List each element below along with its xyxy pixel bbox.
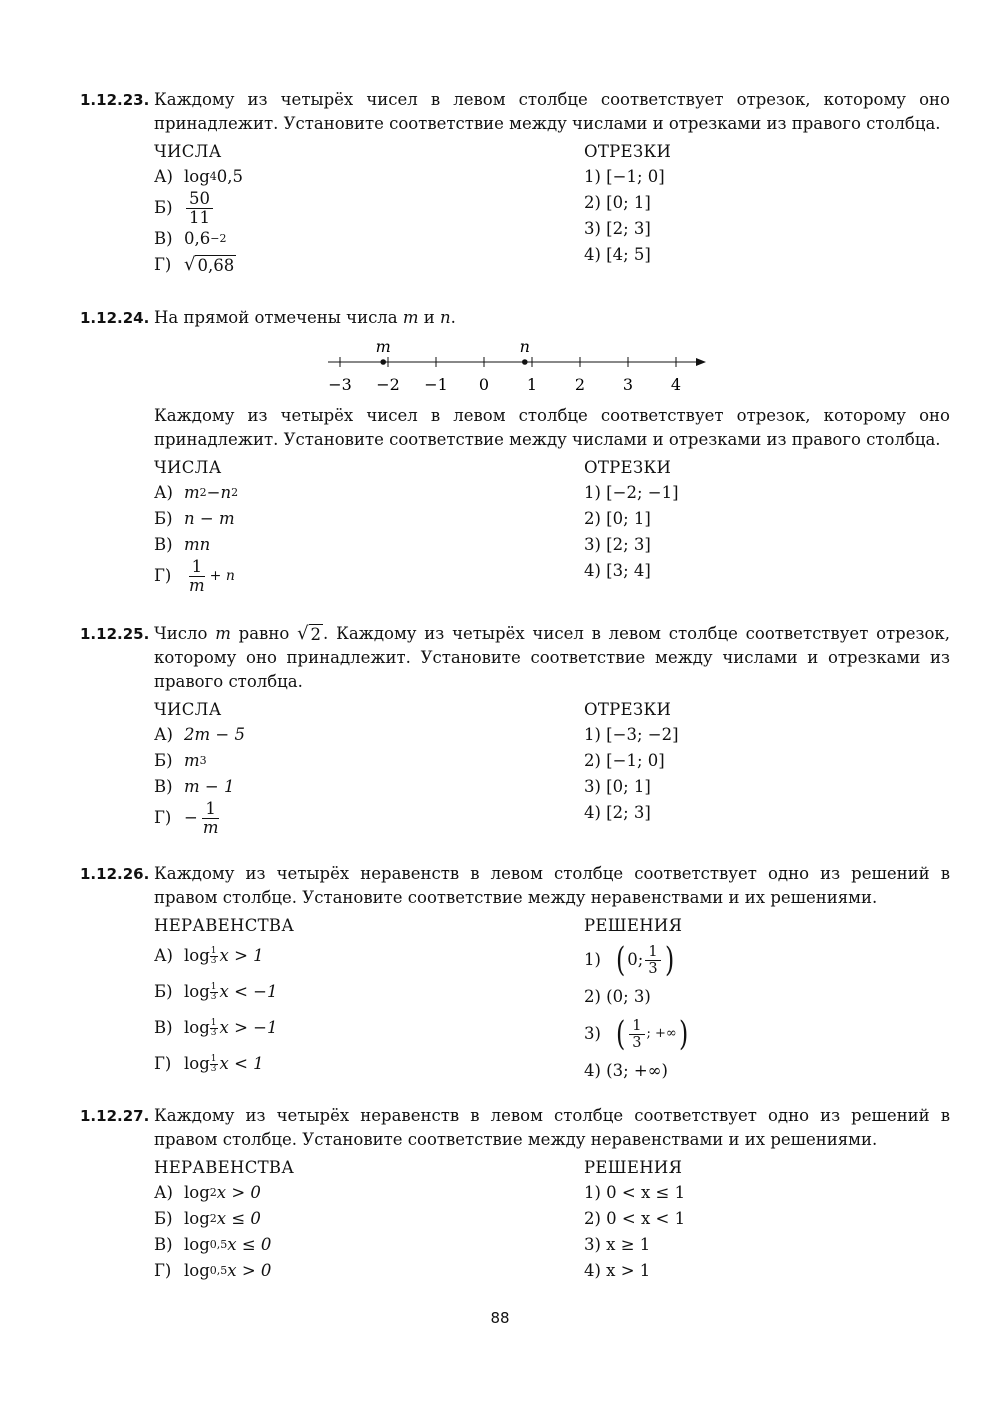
option-b: Б) $\frac{50}{11}$ <box>154 190 243 226</box>
segment-2: 2) [0; 1] <box>584 193 651 212</box>
column-header: ЧИСЛА <box>154 142 222 161</box>
option-c: В) 0,6 −2 <box>154 229 227 248</box>
column-header: РЕШЕНИЯ <box>584 1158 683 1177</box>
problem-text: Каждому из четырёх чисел в левом столбце соответствует отрезок, которому оно принадлежит. Установите соответствие между числами и отрезками из правого столбца. <box>154 90 950 133</box>
matching-columns <box>154 140 950 275</box>
inequality-c: В) log 1 3 x > −1 <box>154 1017 278 1038</box>
segment-4: 4) [4; 5] <box>584 245 651 264</box>
problem-number: 1.12.27. <box>80 1107 150 1125</box>
page-number: 88 <box>490 1309 510 1327</box>
segment-4: 4) [3; 4] <box>584 561 651 580</box>
option-a: А) log 4 0,5 <box>154 167 244 186</box>
problem-text: Число m равно √ 2 . Каждому из четырёх чисел в левом столбце соответствует отрезок, которому оно принадлежит. Установите соответствие между числами и отрезками из правого столбца. <box>154 623 950 691</box>
segment-2: 2) [−1; 0] <box>584 751 665 770</box>
option-d: Г) $\frac{1}{m}$ + n <box>154 556 235 595</box>
solution-2: 2) (0; 3) <box>584 987 651 1006</box>
solutions-column <box>584 1156 685 1284</box>
matching-columns <box>154 914 950 1094</box>
segment-1: 1) [−1; 0] <box>584 167 665 186</box>
problem-text: Каждому из четырёх чисел в левом столбце соответствует отрезок, которому оно принадлежит. Установите соответствие между числами и отрезками из правого столбца. <box>154 406 950 449</box>
matching-columns <box>154 456 950 596</box>
column-header: ЧИСЛА <box>154 458 222 477</box>
problem-text: Каждому из четырёх неравенств в левом столбце соответствует одно из решений в правом столбце. Установите соответствие между неравенствами и их решениями. <box>154 864 950 907</box>
option-b: Б) n − m <box>154 509 235 528</box>
segment-1: 1) [−2; −1] <box>584 483 679 502</box>
segment-1: 1) [−3; −2] <box>584 725 679 744</box>
column-header: РЕШЕНИЯ <box>584 916 683 935</box>
n-point <box>522 359 528 365</box>
fraction: $\frac{1}{3}$ <box>645 944 660 977</box>
numbers-column <box>154 456 238 594</box>
fraction: $\frac{1}{m}$ <box>202 798 219 837</box>
number-line <box>320 336 740 406</box>
square-root: √ 0,68 <box>184 253 235 275</box>
numbers-column <box>154 698 245 836</box>
option-d: Г) √ 0,68 <box>154 253 235 275</box>
column-header: НЕРАВЕНСТВА <box>154 1158 295 1177</box>
problem-1-12-25 <box>80 622 950 838</box>
inequality-d: Г) log 1 3 x < 1 <box>154 1053 264 1074</box>
numbers-column <box>154 140 243 278</box>
option-d: Г) − $\frac{1}{m}$ <box>154 800 245 836</box>
inequalities-column <box>154 914 294 1082</box>
inequality-b: Б) log 2 x ≤ 0 <box>154 1209 261 1228</box>
segments-column <box>584 698 679 826</box>
inequality-a: А) log 1 3 x > 1 <box>154 945 264 966</box>
inequality-c: В) log 0,5 x ≤ 0 <box>154 1235 272 1254</box>
column-header: НЕРАВЕНСТВА <box>154 916 295 935</box>
problem-1-12-24 <box>80 306 950 596</box>
m-label: m <box>375 337 391 356</box>
problem-1-12-27 <box>80 1104 950 1286</box>
tick-label: −2 <box>376 375 400 394</box>
segment-3: 3) [0; 1] <box>584 777 651 796</box>
matching-columns <box>154 698 950 838</box>
problem-1-12-23 <box>80 88 950 275</box>
tick-label: 4 <box>670 375 682 394</box>
inequality-b: Б) log 1 3 x < −1 <box>154 981 278 1002</box>
option-c: В) m − 1 <box>154 777 235 796</box>
axis-arrow <box>696 358 706 366</box>
solution-3: 3) x ≥ 1 <box>584 1235 651 1254</box>
tick-label: −1 <box>424 375 448 394</box>
inequalities-column <box>154 1156 294 1284</box>
segment-2: 2) [0; 1] <box>584 509 651 528</box>
option-b: Б) m 3 <box>154 751 207 770</box>
problem-number: 1.12.23. <box>80 91 150 109</box>
inequality-a: А) log 2 x > 0 <box>154 1183 261 1202</box>
option-c: В) mn <box>154 535 211 554</box>
problem-number: 1.12.26. <box>80 865 150 883</box>
column-header: ЧИСЛА <box>154 700 222 719</box>
segment-3: 3) [2; 3] <box>584 219 651 238</box>
square-root: √ 2 <box>297 623 322 644</box>
tick-label: 1 <box>526 375 538 394</box>
solution-1: 1) 0 < x ≤ 1 <box>584 1183 686 1202</box>
solution-1: 1) ( 0; $\frac{1}{3}$ ) <box>584 940 674 980</box>
segment-3: 3) [2; 3] <box>584 535 651 554</box>
solution-3: 3) ( $\frac{1}{3}$ ; +∞ ) <box>584 1014 689 1054</box>
segments-column <box>584 456 679 584</box>
column-header: ОТРЕЗКИ <box>584 458 672 477</box>
tick-label: −3 <box>328 375 352 394</box>
tick-label: 0 <box>478 375 490 394</box>
solution-2: 2) 0 < x < 1 <box>584 1209 686 1228</box>
m-point <box>380 359 386 365</box>
segments-column <box>584 140 671 268</box>
problem-text: Каждому из четырёх неравенств в левом столбце соответствует одно из решений в правом столбце. Установите соответствие между неравенствами и их решениями. <box>154 1106 950 1149</box>
problem-intro: На прямой отмечены числа m и n. <box>154 308 456 327</box>
fraction: $\frac{1}{m}$ <box>189 556 205 595</box>
inequality-d: Г) log 0,5 x > 0 <box>154 1261 272 1280</box>
segment-4: 4) [2; 3] <box>584 803 651 822</box>
fraction: $\frac{1}{3}$ <box>629 1018 644 1051</box>
problem-number: 1.12.24. <box>80 309 150 327</box>
solution-4: 4) (3; +∞) <box>584 1061 668 1080</box>
fraction: $\frac{50}{11}$ <box>186 190 213 227</box>
problem-1-12-26 <box>80 862 950 1094</box>
column-header: ОТРЕЗКИ <box>584 142 672 161</box>
tick-label: 2 <box>574 375 586 394</box>
solutions-column <box>584 914 690 1086</box>
option-a: А) 2m − 5 <box>154 725 245 744</box>
matching-columns <box>154 1156 950 1286</box>
solution-4: 4) x > 1 <box>584 1261 651 1280</box>
problem-number: 1.12.25. <box>80 625 150 643</box>
tick-label: 3 <box>622 375 634 394</box>
n-label: n <box>519 337 530 356</box>
column-header: ОТРЕЗКИ <box>584 700 672 719</box>
option-a: А) m 2 − n 2 <box>154 483 239 502</box>
